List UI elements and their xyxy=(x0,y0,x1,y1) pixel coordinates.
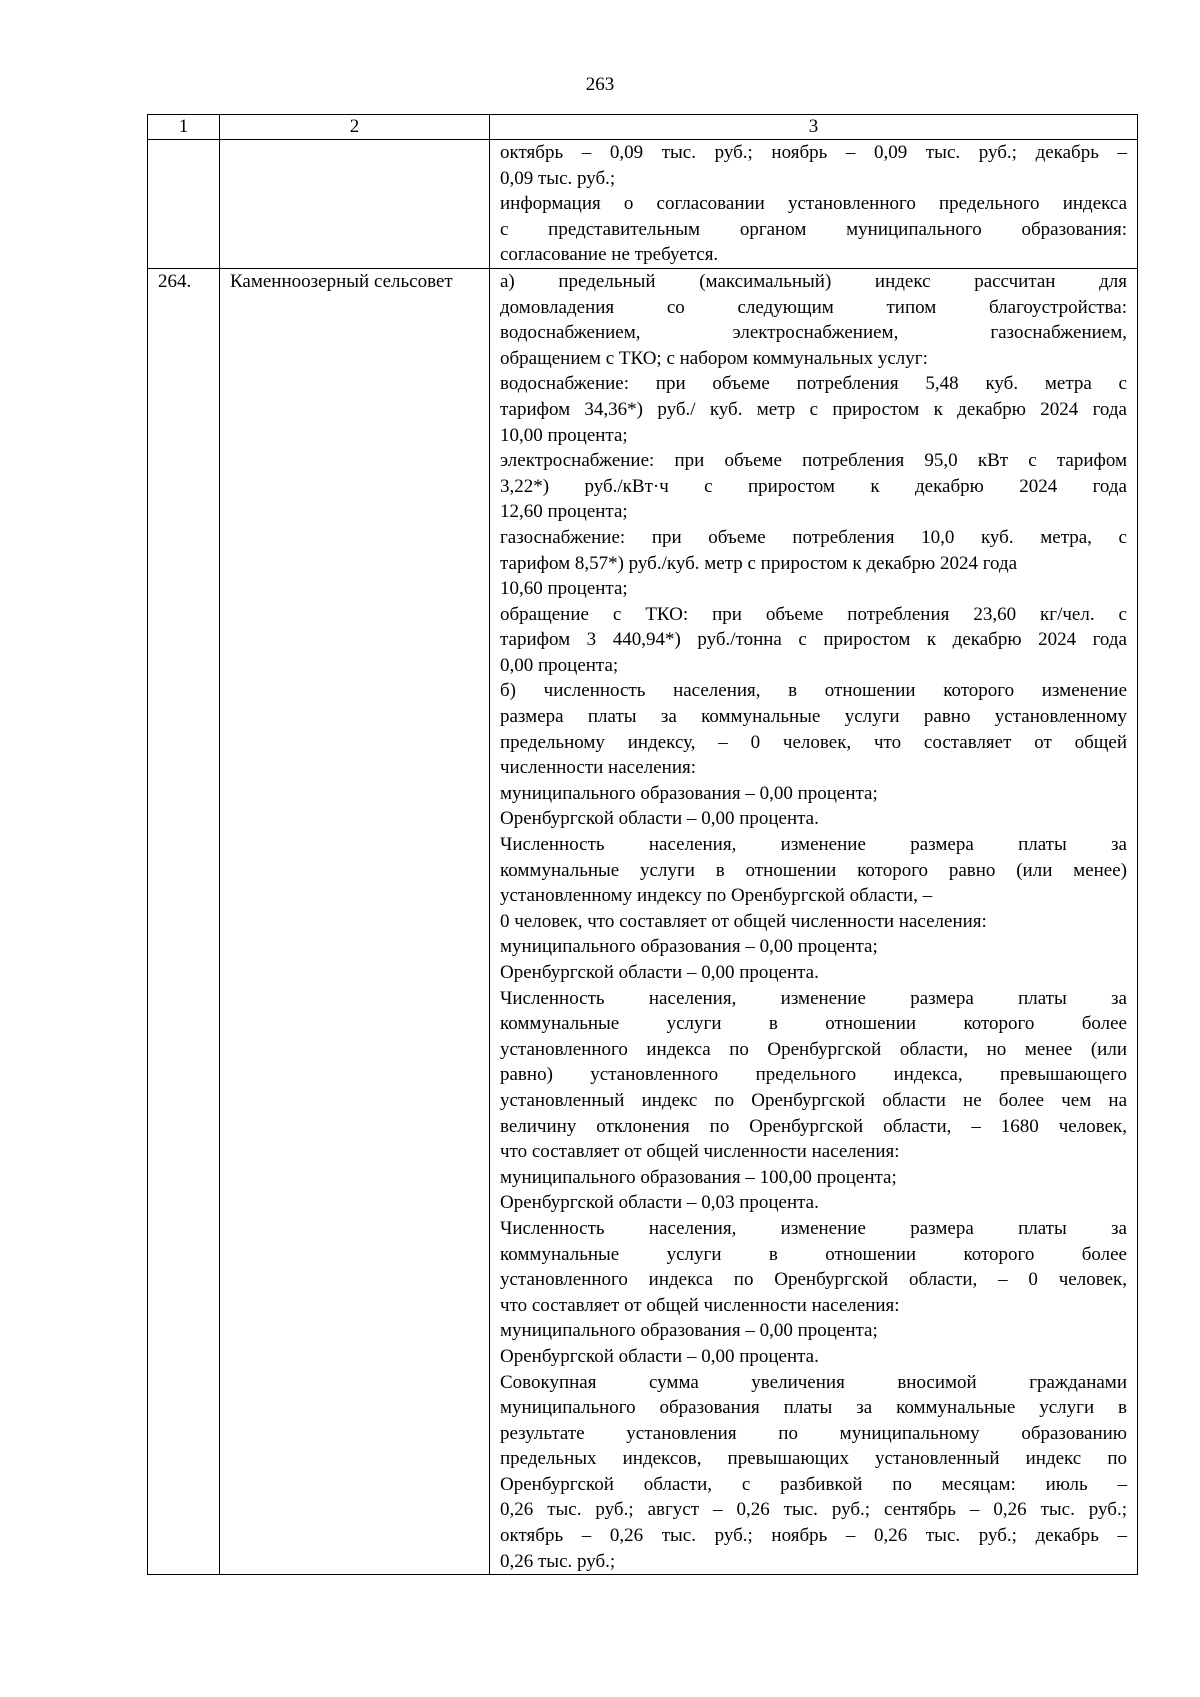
text-line: коммунальные услуги в отношении которого равно (или менее) xyxy=(500,859,1127,881)
text-line: б) численность населения, в отношении которого изменение xyxy=(500,680,1127,702)
text-line: предельному индексу, – 0 человек, что составляет от общей xyxy=(500,731,1127,753)
row-description xyxy=(490,140,1138,269)
text-line: тарифом 3 440,94*) руб./тонна с приростом к декабрю 2024 года xyxy=(500,629,1127,651)
text-line: величину отклонения по Оренбургской области, – 1680 человек, xyxy=(500,1115,1127,1137)
text-line: Оренбургской области – 0,03 процента. xyxy=(500,1192,819,1214)
text-line: установленного индекса по Оренбургской области, – 0 человек, xyxy=(500,1269,1127,1291)
text-line: 0,26 тыс. руб.; август – 0,26 тыс. руб.; сентябрь – 0,26 тыс. руб.; xyxy=(500,1499,1127,1521)
table-row xyxy=(148,140,1138,269)
text-line: тарифом 34,36*) руб./ куб. метр с приростом к декабрю 2024 года xyxy=(500,398,1127,420)
table-header-row xyxy=(148,115,1138,140)
text-line: 12,60 процента; xyxy=(500,501,628,523)
text-line: Оренбургской области, с разбивкой по месяцам: июль – xyxy=(500,1473,1127,1495)
header-col-3: 3 xyxy=(490,115,1138,140)
text-line: размера платы за коммунальные услуги равно установленному xyxy=(500,706,1127,728)
table-row xyxy=(148,268,1138,1574)
text-line: результате установления по муниципальному образованию xyxy=(500,1422,1127,1444)
text-line: Численность населения, изменение размера платы за xyxy=(500,987,1127,1009)
text-line: октябрь – 0,26 тыс. руб.; ноябрь – 0,26 тыс. руб.; декабрь – xyxy=(500,1525,1127,1547)
text-line: электроснабжение: при объеме потребления 95,0 кВт с тарифом xyxy=(500,450,1127,472)
text-line: Численность населения, изменение размера платы за xyxy=(500,1217,1127,1239)
header-col-1: 1 xyxy=(148,115,220,140)
text-line: 10,00 процента; xyxy=(500,424,628,446)
text-line: установленного индекса по Оренбургской области, но менее (или xyxy=(500,1038,1127,1060)
text-line: коммунальные услуги в отношении которого более xyxy=(500,1243,1127,1265)
text-line: что составляет от общей численности населения: xyxy=(500,1141,900,1163)
text-line: установленный индекс по Оренбургской области не более чем на xyxy=(500,1089,1127,1111)
text-line: равно) установленного предельного индекса, превышающего xyxy=(500,1064,1127,1086)
text-line: водоснабжение: при объеме потребления 5,48 куб. метра с xyxy=(500,373,1127,395)
text-line: муниципального образования – 0,00 процента; xyxy=(500,1320,878,1342)
text-line: 0 человек, что составляет от общей численности населения: xyxy=(500,910,987,932)
text-line: октябрь – 0,09 тыс. руб.; ноябрь – 0,09 тыс. руб.; декабрь – xyxy=(500,142,1127,163)
text-line: обращением с ТКО; с набором коммунальных услуг: xyxy=(500,347,928,369)
page-number: 263 xyxy=(585,74,615,95)
text-line: 10,60 процента; xyxy=(500,578,628,600)
text-line: муниципального образования платы за коммунальные услуги в xyxy=(500,1397,1127,1419)
text-line: муниципального образования – 0,00 процента; xyxy=(500,782,878,804)
row-name xyxy=(220,140,490,269)
text-line: информация о согласовании установленного предельного индекса xyxy=(500,193,1127,215)
text-line: что составляет от общей численности населения: xyxy=(500,1294,900,1316)
text-line: водоснабжением, электроснабжением, газоснабжением, xyxy=(500,322,1127,344)
text-line: с представительным органом муниципального образования: xyxy=(500,218,1127,240)
text-line: 0,09 тыс. руб.; xyxy=(500,167,616,189)
text-line: установленному индексу по Оренбургской области, – xyxy=(500,885,933,907)
text-line: 3,22*) руб./кВт·ч с приростом к декабрю 2024 года xyxy=(500,475,1127,497)
text-line: 0,00 процента; xyxy=(500,654,619,676)
text-line: муниципального образования – 100,00 процента; xyxy=(500,1166,897,1188)
text-line: а) предельный (максимальный) индекс рассчитан для xyxy=(500,270,1127,292)
text-line: численности населения: xyxy=(500,757,697,779)
text-line: газоснабжение: при объеме потребления 10,0 куб. метра, с xyxy=(500,526,1127,548)
text-line: муниципального образования – 0,00 процента; xyxy=(500,936,878,958)
text-line: коммунальные услуги в отношении которого более xyxy=(500,1013,1127,1035)
text-line: Оренбургской области – 0,00 процента. xyxy=(500,808,819,830)
text-line: обращение с ТКО: при объеме потребления 23,60 кг/чел. с xyxy=(500,603,1127,625)
text-line: предельных индексов, превышающих установленный индекс по xyxy=(500,1448,1127,1470)
row-number xyxy=(148,140,220,269)
text-line: домовладения со следующим типом благоустройства: xyxy=(500,296,1127,318)
row-name: Каменноозерный сельсовет xyxy=(220,268,490,1574)
text-line: тарифом 8,57*) руб./куб. метр с приростом к декабрю 2024 года xyxy=(500,552,1018,574)
header-col-2: 2 xyxy=(220,115,490,140)
row-number: 264. xyxy=(148,268,220,1574)
text-line: Численность населения, изменение размера платы за xyxy=(500,834,1127,856)
text-line: 0,26 тыс. руб.; xyxy=(500,1550,616,1572)
row-description xyxy=(490,268,1138,1574)
text-line: Оренбургской области – 0,00 процента. xyxy=(500,962,819,983)
text-line: Оренбургской области – 0,00 процента. xyxy=(500,1345,819,1367)
text-line: Совокупная сумма увеличения вносимой гражданами xyxy=(500,1371,1127,1393)
document-table xyxy=(147,114,1138,1575)
text-line: согласование не требуется. xyxy=(500,244,719,266)
